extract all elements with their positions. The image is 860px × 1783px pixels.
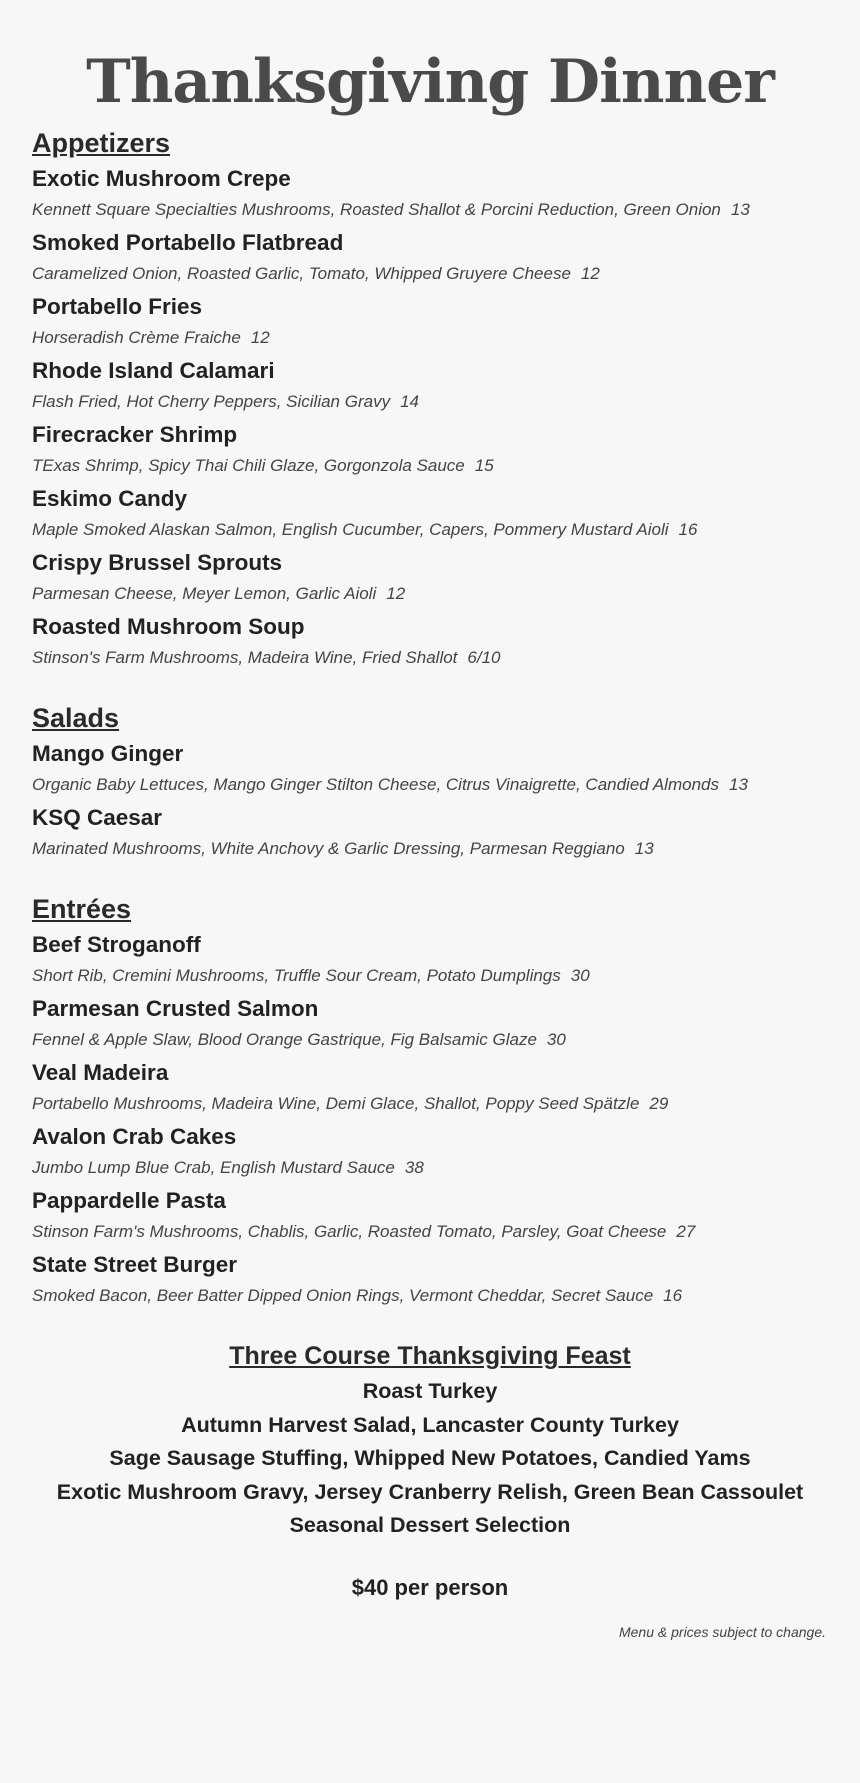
menu-item xyxy=(32,610,828,673)
menu-item xyxy=(32,928,828,991)
menu-item xyxy=(32,162,828,225)
item-price: 15 xyxy=(474,456,494,475)
item-description xyxy=(32,387,828,417)
item-price: 29 xyxy=(649,1094,669,1113)
item-name: Exotic Mushroom Crepe xyxy=(32,166,291,191)
menu-item xyxy=(32,290,828,353)
item-name: Firecracker Shrimp xyxy=(32,422,238,447)
menu-item xyxy=(32,801,828,864)
item-name: Eskimo Candy xyxy=(32,486,188,511)
section-appetizers xyxy=(32,124,828,673)
item-description xyxy=(32,515,828,545)
item-description xyxy=(32,451,828,481)
item-desc-text: Organic Baby Lettuces, Mango Ginger Stilton Cheese, Citrus Vinaigrette, Candied Almonds xyxy=(32,775,719,794)
item-name: Pappardelle Pasta xyxy=(32,1188,226,1213)
item-description xyxy=(32,961,828,991)
item-price: 38 xyxy=(404,1158,424,1177)
section-salads xyxy=(32,699,828,864)
item-desc-text: Maple Smoked Alaskan Salmon, English Cucumber, Capers, Pommery Mustard Aioli xyxy=(32,520,669,539)
menu-item xyxy=(32,418,828,481)
item-price: 12 xyxy=(580,264,600,283)
item-description xyxy=(32,323,828,353)
item-desc-text: Smoked Bacon, Beer Batter Dipped Onion Rings, Vermont Cheddar, Secret Sauce xyxy=(32,1286,654,1305)
item-desc-text: Flash Fried, Hot Cherry Peppers, Sicilian Gravy xyxy=(32,392,391,411)
item-price: 13 xyxy=(728,775,748,794)
page-title: Thanksgiving Dinner xyxy=(86,47,774,117)
feast-section xyxy=(32,1337,828,1604)
item-description xyxy=(32,195,828,225)
item-description xyxy=(32,1025,828,1055)
item-price: 16 xyxy=(663,1286,683,1305)
item-desc-text: Portabello Mushrooms, Madeira Wine, Demi Glace, Shallot, Poppy Seed Spätzle xyxy=(32,1094,640,1113)
item-description xyxy=(32,579,828,609)
feast-price: $40 per person xyxy=(351,1574,509,1600)
feast-line: Sage Sausage Stuffing, Whipped New Potatoes, Candied Yams xyxy=(109,1446,751,1470)
section-title: Salads xyxy=(32,703,120,733)
item-name: Beef Stroganoff xyxy=(32,932,201,957)
item-description xyxy=(32,643,828,673)
item-name: Portabello Fries xyxy=(32,294,203,319)
item-price: 14 xyxy=(400,392,419,411)
item-name: Crispy Brussel Sprouts xyxy=(32,550,283,575)
item-name: Rhode Island Calamari xyxy=(32,358,275,383)
disclaimer: Menu & prices subject to change. xyxy=(618,1623,826,1640)
menu-item xyxy=(32,1184,828,1247)
item-price: 6/10 xyxy=(467,648,501,667)
section-title: Entrées xyxy=(32,894,132,924)
feast-line: Seasonal Dessert Selection xyxy=(289,1513,571,1537)
item-price: 27 xyxy=(676,1222,696,1241)
item-desc-text: Jumbo Lump Blue Crab, English Mustard Sauce xyxy=(32,1158,395,1177)
item-desc-text: Stinson Farm's Mushrooms, Chablis, Garlic, Roasted Tomato, Parsley, Goat Cheese xyxy=(32,1222,667,1241)
menu-sections xyxy=(32,124,828,1311)
section-title: Appetizers xyxy=(32,128,171,158)
feast-line: Autumn Harvest Salad, Lancaster County Turkey xyxy=(181,1412,679,1437)
item-name: Roasted Mushroom Soup xyxy=(32,614,305,639)
menu-item xyxy=(32,1248,828,1311)
item-desc-text: TExas Shrimp, Spicy Thai Chili Glaze, Gorgonzola Sauce xyxy=(32,456,465,475)
item-price: 16 xyxy=(678,520,698,539)
item-desc-text: Stinson's Farm Mushrooms, Madeira Wine, Fried Shallot xyxy=(32,648,458,667)
item-desc-text: Short Rib, Cremini Mushrooms, Truffle Sour Cream, Potato Dumplings xyxy=(32,966,561,985)
item-name: State Street Burger xyxy=(32,1252,238,1277)
item-description xyxy=(32,1217,828,1247)
item-description xyxy=(32,770,828,800)
item-price: 13 xyxy=(730,200,750,219)
menu-item xyxy=(32,1120,828,1183)
feast-title: Three Course Thanksgiving Feast xyxy=(229,1342,631,1370)
item-name: Veal Madeira xyxy=(32,1060,169,1085)
item-name: KSQ Caesar xyxy=(32,805,163,830)
item-name: Mango Ginger xyxy=(32,741,184,766)
menu-item xyxy=(32,482,828,545)
item-price: 12 xyxy=(386,584,406,603)
item-price: 30 xyxy=(570,966,590,985)
item-desc-text: Marinated Mushrooms, White Anchovy & Garlic Dressing, Parmesan Reggiano xyxy=(32,839,625,858)
item-name: Parmesan Crusted Salmon xyxy=(32,996,319,1021)
menu-item xyxy=(32,546,828,609)
item-desc-text: Kennett Square Specialties Mushrooms, Roasted Shallot & Porcini Reduction, Green Onion xyxy=(32,200,721,219)
feast-line: Exotic Mushroom Gravy, Jersey Cranberry Relish, Green Bean Cassoulet xyxy=(56,1479,804,1504)
item-description xyxy=(32,1153,828,1183)
item-name: Avalon Crab Cakes xyxy=(32,1124,237,1149)
item-price: 30 xyxy=(546,1030,566,1049)
item-desc-text: Horseradish Crème Fraiche xyxy=(32,328,241,347)
menu-item xyxy=(32,354,828,417)
item-price: 13 xyxy=(634,839,654,858)
item-description xyxy=(32,1089,828,1119)
menu-item xyxy=(32,992,828,1055)
item-price: 12 xyxy=(250,328,270,347)
item-desc-text: Parmesan Cheese, Meyer Lemon, Garlic Aioli xyxy=(32,584,377,603)
feast-line: Roast Turkey xyxy=(362,1379,498,1403)
menu-item xyxy=(32,737,828,800)
item-desc-text: Fennel & Apple Slaw, Blood Orange Gastrique, Fig Balsamic Glaze xyxy=(32,1030,537,1049)
section-entrees xyxy=(32,890,828,1311)
menu-item xyxy=(32,226,828,289)
item-description xyxy=(32,834,828,864)
item-description xyxy=(32,1281,828,1311)
menu-item xyxy=(32,1056,828,1119)
item-desc-text: Caramelized Onion, Roasted Garlic, Tomato, Whipped Gruyere Cheese xyxy=(32,264,571,283)
item-name: Smoked Portabello Flatbread xyxy=(32,230,344,255)
item-description xyxy=(32,259,828,289)
